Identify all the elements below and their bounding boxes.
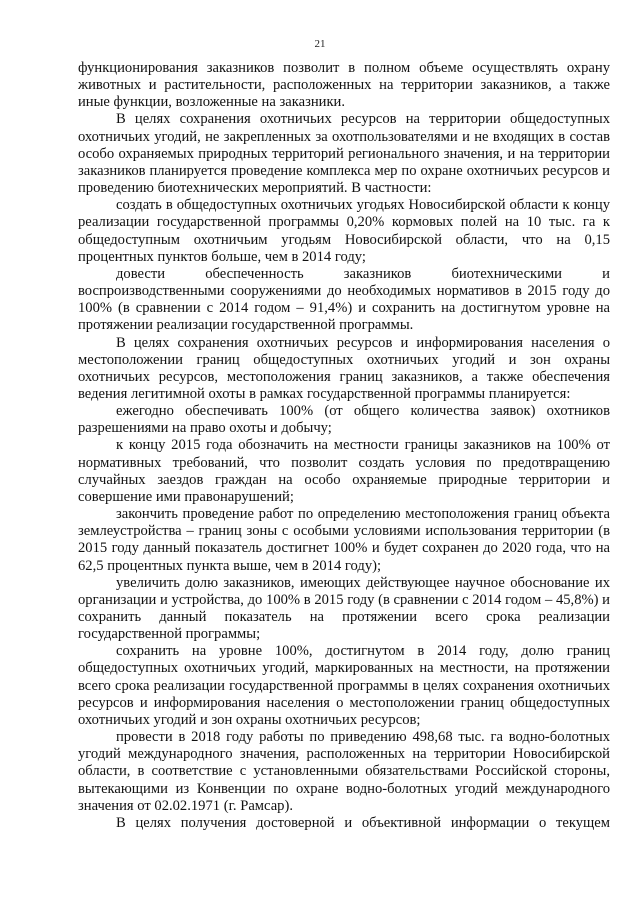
paragraph-5: В целях сохранения охотничьих ресурсов и информирования населения о местоположении границ общедоступных охотничьих угодий и зон охраны охотничьих ресурсов, местоположения границ заказников, а также обеспечения ведения легитимной охоты в рамках государственной программы планируется: [78,334,610,402]
paragraph-11: провести в 2018 году работы по приведению 498,68 тыс. га водно-болотных угодий международного значения, расположенных на территории Новосибирской области, в соответствие с установленными обязательствами Российской стороны, вытекающими из Конвенции по охране водно-болотных угодий международного значения от 02.02.1971 (г. Рамсар). [78,729,610,814]
paragraph-1: функционирования заказников позволит в полном объеме осуществлять охрану животных и растительности, расположенных на территории заказников, а также иные функции, возложенные на заказники. [78,60,610,111]
paragraph-8: закончить проведение работ по определению местоположения границ объекта землеустройства – границ зоны с особыми условиями использования территории (в 2015 году данный показатель достигнет 100% и будет сохранен до 2020 года, что на 62,5 процентных пункта выше, чем в 2014 году); [78,506,610,574]
paragraph-3: создать в общедоступных охотничьих угодьях Новосибирской области к концу реализации государственной программы 0,20% кормовых полей на 10 тыс. га к общедоступным охотничьим угодьям Новосибирской области, что на 0,15 процентных пунктов больше, чем в 2014 году; [78,197,610,265]
paragraph-12: В целях получения достоверной и объективной информации о текущем [116,814,610,831]
page-number: 21 [314,38,326,50]
paragraph-9: увеличить долю заказников, имеющих действующее научное обоснование их организации и устройства, до 100% в 2015 году (в сравнении с 2014 годом – 45,8%) и сохранить данный показатель на протяжении всего срока реализации государственной программы; [78,574,610,643]
paragraph-6: ежегодно обеспечивать 100% (от общего количества заявок) охотников разрешениями на право охоты и добычу; [78,403,610,437]
document-body [78,60,610,832]
paragraph-2: В целях сохранения охотничьих ресурсов на территории общедоступных охотничьих угодий, не закрепленных за охотпользователями и не входящих в состав особо охраняемых природных территорий регионального значения, и на территории заказников планируется проведение комплекса мер по охране охотничьих ресурсов и проведению биотехнических мероприятий. В частности: [78,111,610,197]
paragraph-4: довести обеспеченность заказников биотехническими и воспроизводственными сооружениями до необходимых нормативов в 2015 году до 100% (в сравнении с 2014 годом – 91,4%) и сохранить на достигнутом уровне на протяжении реализации государственной программы. [78,265,610,334]
paragraph-7: к концу 2015 года обозначить на местности границы заказников на 100% от нормативных требований, что позволит создать условия по предотвращению случайных заездов граждан на особо охраняемые природные территории и совершение ими правонарушений; [78,437,610,505]
paragraph-10: сохранить на уровне 100%, достигнутом в 2014 году, долю границ общедоступных охотничьих угодий, маркированных на местности, на протяжении всего срока реализации государственной программы в целях сохранения охотничьих ресурсов и информирования населения о местоположении границ общедоступных охотничьих угодий и зон охраны охотничьих ресурсов; [78,643,610,728]
